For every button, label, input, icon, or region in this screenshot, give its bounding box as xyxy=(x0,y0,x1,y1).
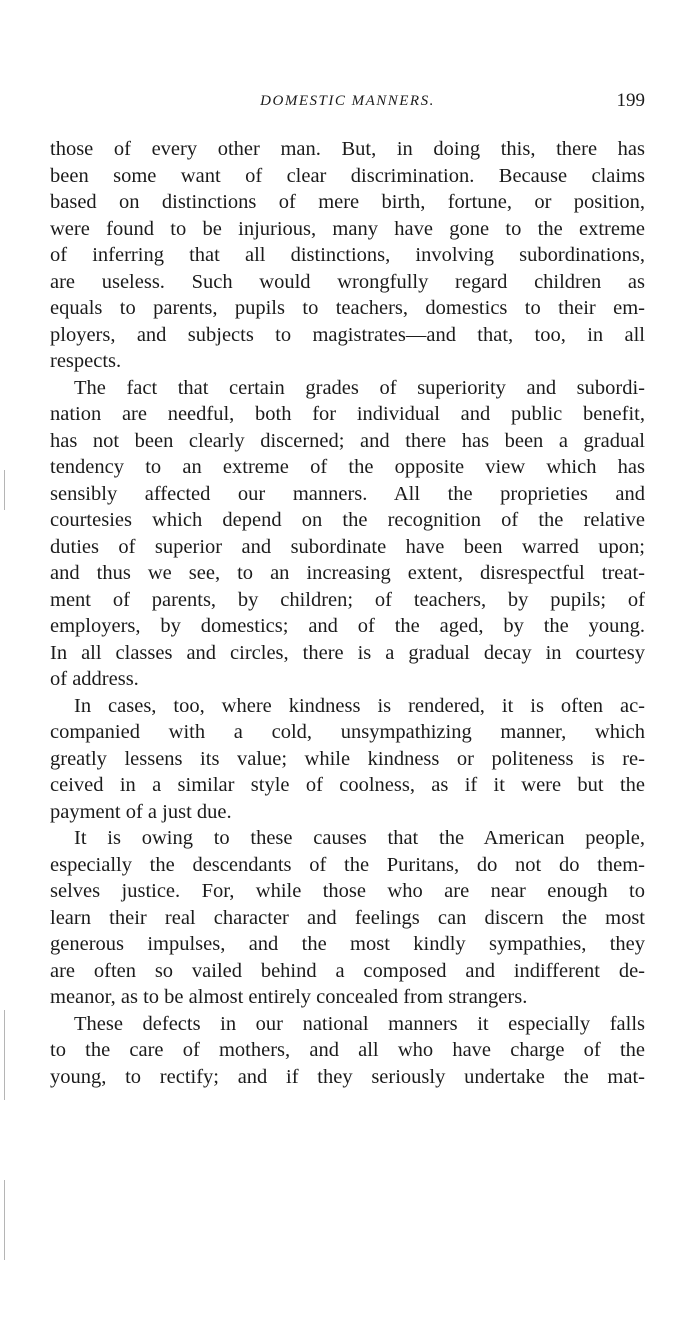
text-line: greatly lessens its value; while kindness or politeness is re- xyxy=(50,747,645,770)
text-line: duties of superior and subordinate have been warred upon; xyxy=(50,535,645,558)
page-number: 199 xyxy=(616,90,645,111)
text-line: payment of a just due. xyxy=(50,800,232,823)
text-line: sensibly affected our manners. All the proprieties and xyxy=(50,482,645,505)
text-line: ployers, and subjects to magistrates—and that, too, in all xyxy=(50,323,645,346)
text-line: based on distinctions of mere birth, fortune, or position, xyxy=(50,191,645,213)
text-line: of inferring that all distinctions, involving subordinations, xyxy=(50,244,645,266)
text-line: of address. xyxy=(50,668,139,690)
text-line: tendency to an extreme of the opposite view which has xyxy=(50,456,645,478)
text-line: has not been clearly discerned; and there has been a gradual xyxy=(50,429,645,452)
text-line: generous impulses, and the most kindly sympathies, they xyxy=(50,933,645,955)
text-line: equals to parents, pupils to teachers, domestics to their em- xyxy=(50,297,645,319)
text-line: These defects in our national manners it especially falls xyxy=(74,1012,645,1035)
text-line: especially the descendants of the Puritans, do not do them- xyxy=(50,853,645,876)
text-line: been some want of clear discrimination. Because claims xyxy=(50,164,645,187)
text-line: learn their real character and feelings can discern the most xyxy=(50,906,645,929)
body-text xyxy=(50,136,645,1090)
text-line: It is owing to these causes that the American people, xyxy=(74,827,645,849)
text-line: are useless. Such would wrongfully regard children as xyxy=(50,270,645,293)
text-line: In cases, too, where kindness is rendered, it is often ac- xyxy=(74,694,645,717)
text-line: ment of parents, by children; of teachers, by pupils; of xyxy=(50,588,645,611)
text-line: are often so vailed behind a composed and indifferent de- xyxy=(50,959,645,982)
page-edge-mark xyxy=(4,1180,5,1260)
text-line: young, to rectify; and if they seriously undertake the mat- xyxy=(50,1065,645,1088)
text-line: ceived in a similar style of coolness, as if it were but the xyxy=(50,774,645,796)
text-line: The fact that certain grades of superiority and subordi- xyxy=(74,376,645,399)
page-edge-mark xyxy=(4,1010,5,1100)
text-line: employers, by domestics; and of the aged, by the young. xyxy=(50,615,645,637)
text-line: In all classes and circles, there is a gradual decay in courtesy xyxy=(50,641,645,664)
text-line: courtesies which depend on the recognition of the relative xyxy=(50,509,645,531)
text-line: companied with a cold, unsympathizing manner, which xyxy=(50,721,645,743)
text-line: were found to be injurious, many have gone to the extreme xyxy=(50,217,645,240)
text-line: and thus we see, to an increasing extent, disrespectful treat- xyxy=(50,562,645,584)
text-line: respects. xyxy=(50,350,122,372)
text-line: meanor, as to be almost entirely concealed from strangers. xyxy=(50,986,528,1008)
text-line: to the care of mothers, and all who have charge of the xyxy=(50,1039,645,1061)
text-line: those of every other man. But, in doing this, there has xyxy=(50,138,645,160)
page-edge-mark xyxy=(4,470,5,510)
text-line: selves justice. For, while those who are near enough to xyxy=(50,880,645,902)
running-head xyxy=(50,90,645,114)
running-title: DOMESTIC MANNERS. xyxy=(260,93,435,109)
text-line: nation are needful, both for individual and public benefit, xyxy=(50,403,645,425)
